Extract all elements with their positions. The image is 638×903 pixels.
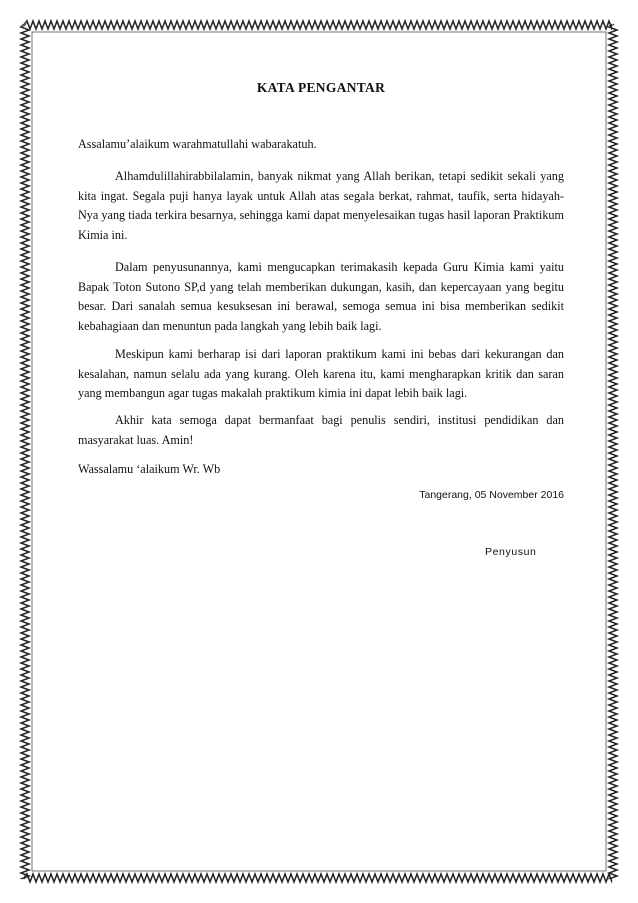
paragraph-4 [78, 411, 564, 450]
paragraph-3 [78, 345, 564, 404]
place-date: Tangerang, 05 November 2016 [419, 489, 564, 501]
border-inner-rule [32, 32, 606, 871]
greeting: Assalamu’alaikum warahmatullahi wabarakatuh. [78, 137, 317, 151]
border-zigzag-line [24, 20, 612, 28]
border-zigzag-line [24, 873, 612, 881]
closing-salutation: Wassalamu ‘alaikum Wr. Wb [78, 462, 221, 476]
paragraph-2-text: Dalam penyusunannya, kami mengucapkan terimakasih kepada Guru Kimia kami yaitu Bapak Toton Sutono SP,d yang telah memberikan dukungan, kasih, dan kepercayaan yang begitu besar. Dari sanalah semua kesuksesan ini berawal, semoga semua ini bisa memberikan sedikit kebahagiaan dan menuntun pada langkah yang lebih baik lagi. [78, 260, 564, 333]
paragraph-4-text: Akhir kata semoga dapat bermanfaat bagi penulis sendiri, institusi pendidikan dan masyarakat luas. Amin! [78, 413, 564, 447]
paragraph-1 [78, 167, 564, 245]
author-signature: Penyusun [485, 546, 537, 558]
paragraph-2 [78, 258, 564, 336]
page-title: KATA PENGANTAR [256, 80, 386, 95]
paragraph-1-text: Alhamdulillahirabbilalamin, banyak nikmat yang Allah berikan, tetapi sedikit sekali yang kita ingat. Segala puji hanya layak untuk Allah atas segala berkat, rahmat, taufik, serta hidayah-Nya yang tiada terkira besarnya, sehingga kami dapat menyelesaikan tugas hasil laporan Praktikum Kimia ini. [78, 169, 564, 242]
paragraph-3-text: Meskipun kami berharap isi dari laporan praktikum kami ini bebas dari kekurangan dan kesalahan, namun selalu ada yang kurang. Oleh karena itu, kami mengharapkan kritik dan saran yang membangun agar tugas makalah praktikum kimia ini dapat lebih baik lagi. [78, 347, 564, 400]
